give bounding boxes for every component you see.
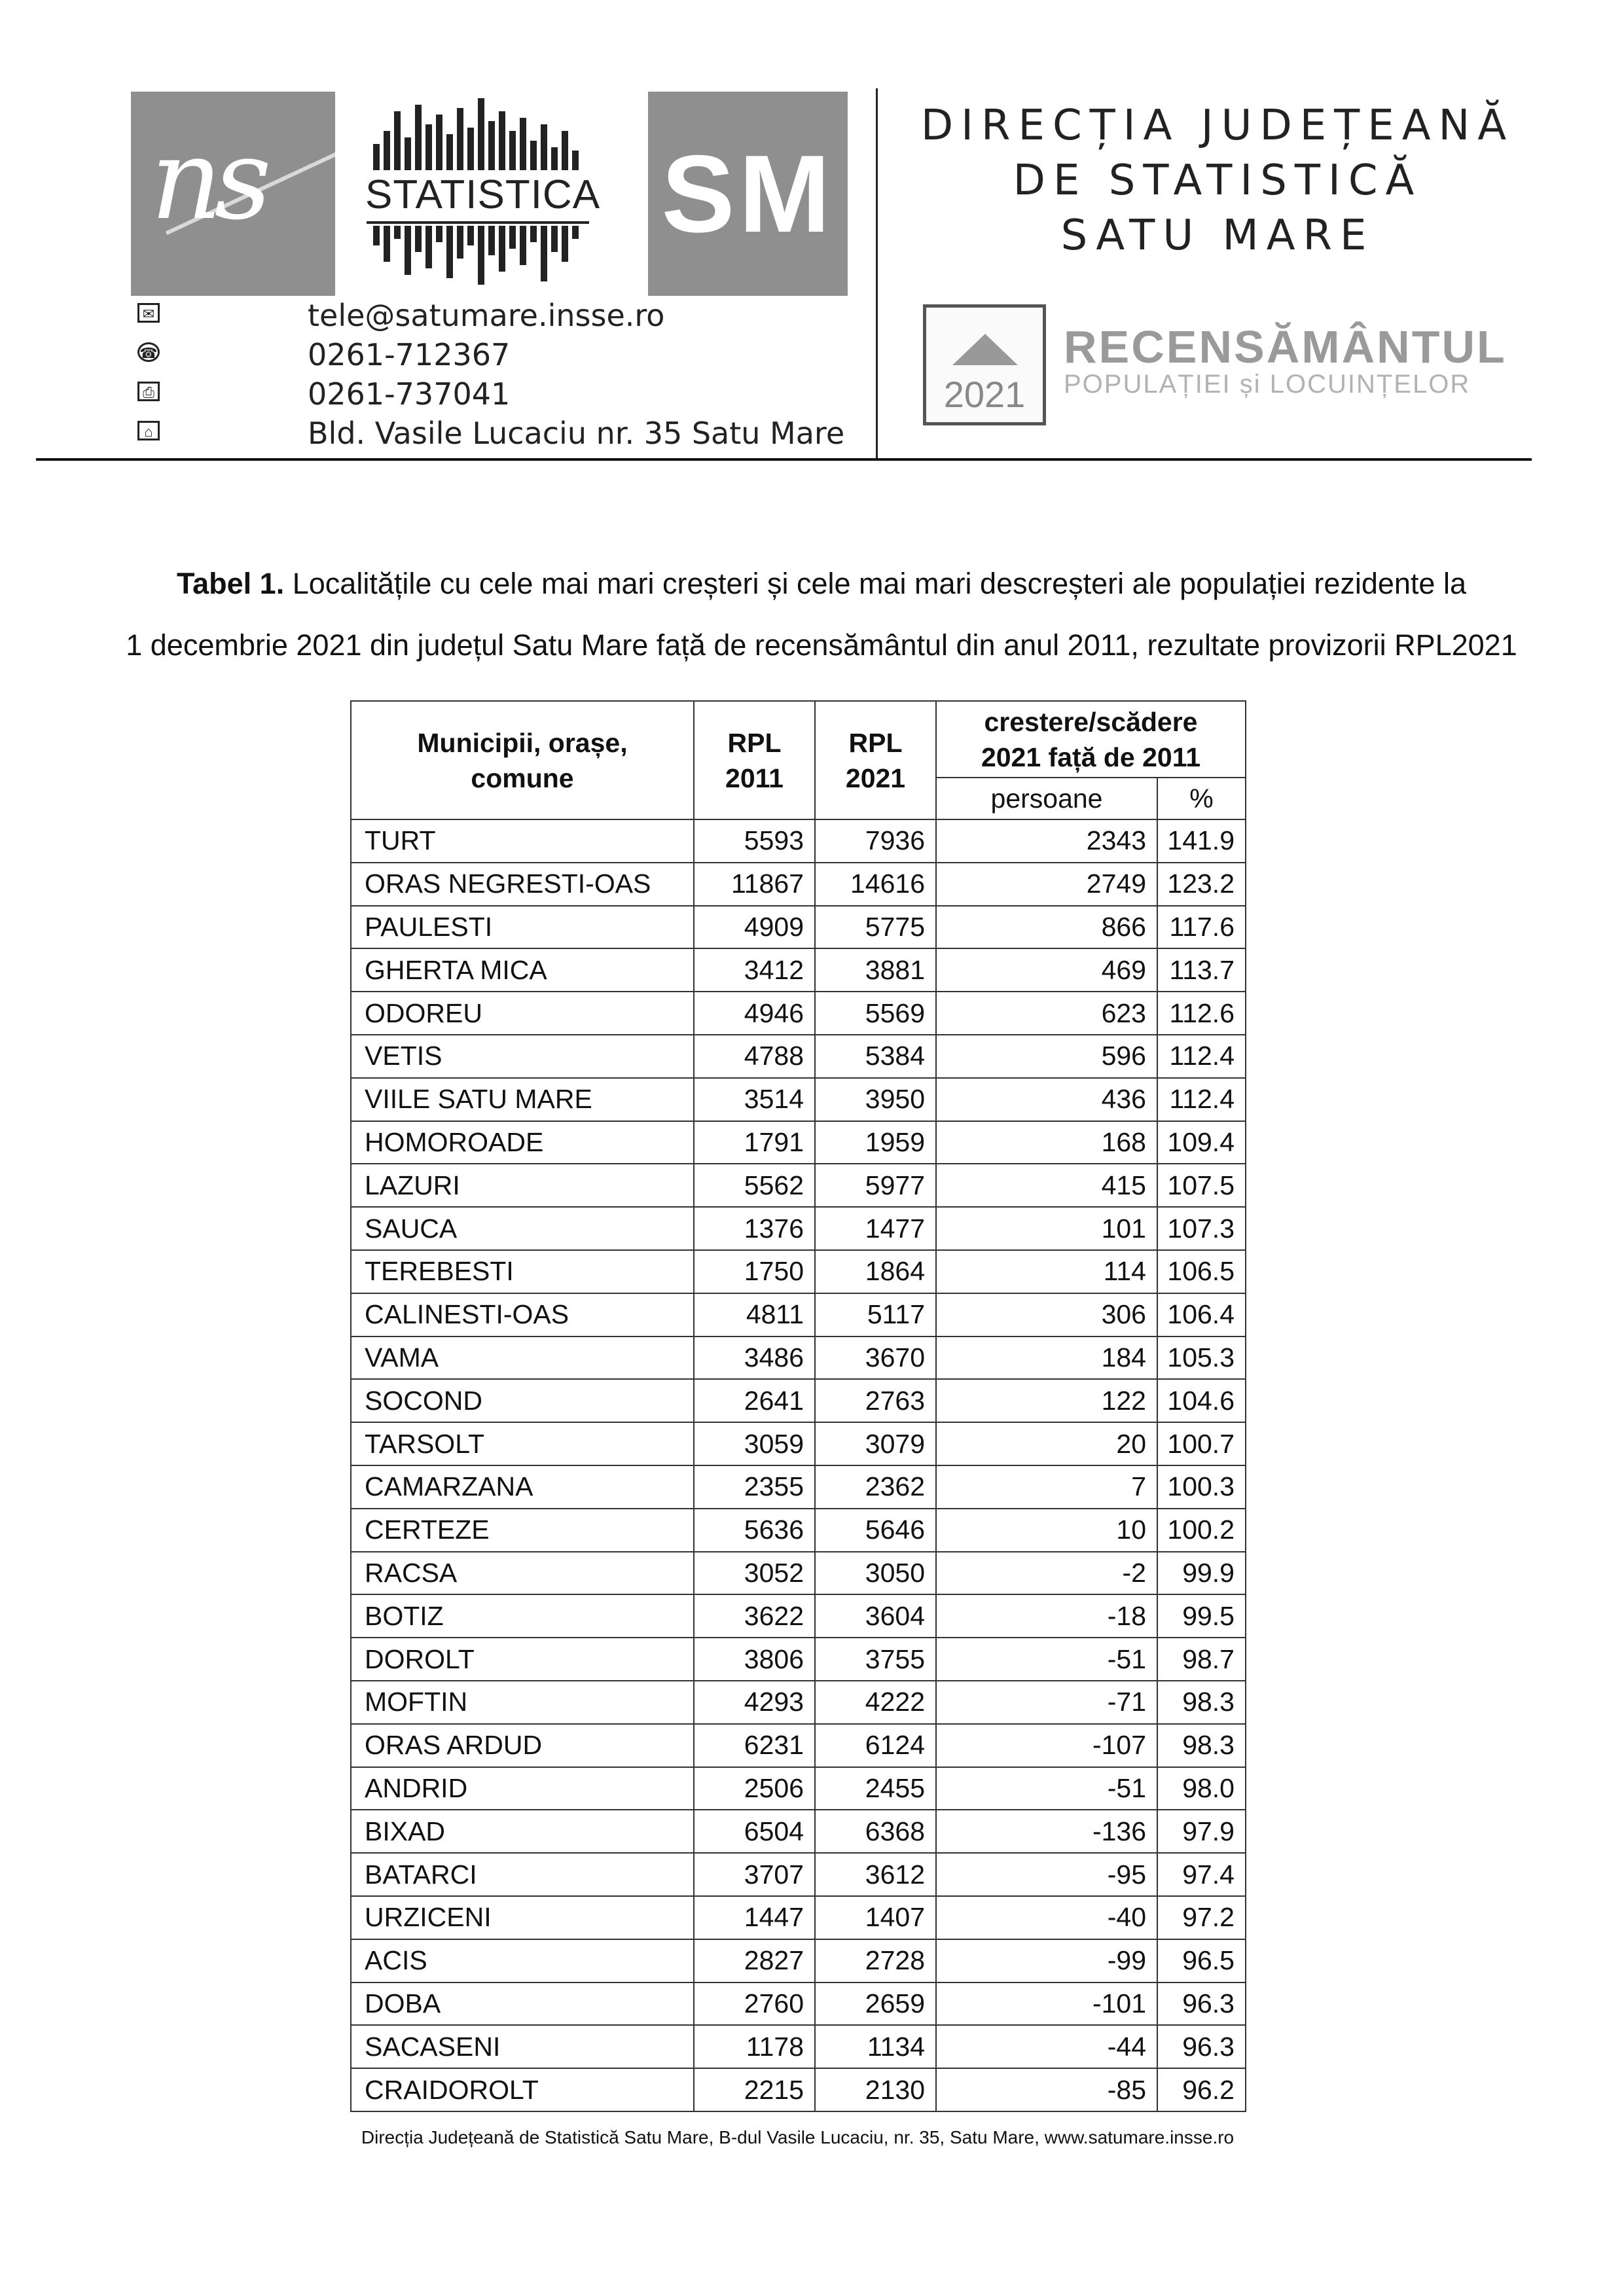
cell-percent: 106.4 [1157, 1293, 1246, 1336]
cell-percent: 98.3 [1157, 1681, 1246, 1724]
cell-rpl2011: 3514 [694, 1078, 815, 1121]
table-row [351, 1896, 1246, 1939]
cell-rpl2021: 5977 [815, 1164, 936, 1207]
cell-percent: 97.9 [1157, 1810, 1246, 1853]
cell-percent: 100.3 [1157, 1465, 1246, 1509]
cell-name: LAZURI [351, 1164, 694, 1207]
table-row [351, 1121, 1246, 1164]
contact-address-text: Bld. Vasile Lucaciu nr. 35 Satu Mare [308, 416, 845, 451]
cell-name: HOMOROADE [351, 1121, 694, 1164]
cell-rpl2021: 5569 [815, 992, 936, 1035]
cell-persons: -101 [936, 1982, 1157, 2026]
cell-percent: 105.3 [1157, 1336, 1246, 1380]
cell-percent: 107.5 [1157, 1164, 1246, 1207]
cell-rpl2021: 1407 [815, 1896, 936, 1939]
cell-rpl2011: 3059 [694, 1422, 815, 1465]
cell-percent: 106.5 [1157, 1250, 1246, 1293]
ins-logo-text: ns [151, 115, 264, 245]
cell-name: TARSOLT [351, 1422, 694, 1465]
cell-percent: 98.3 [1157, 1724, 1246, 1767]
cell-name: CAMARZANA [351, 1465, 694, 1509]
cell-name: RACSA [351, 1552, 694, 1595]
cell-rpl2011: 1447 [694, 1896, 815, 1939]
cell-name: ACIS [351, 1939, 694, 1982]
census-subtitle: POPULAȚIEI și LOCUINȚELOR [1064, 370, 1471, 399]
table-caption [105, 553, 1538, 676]
cell-persons: 101 [936, 1207, 1157, 1250]
cell-rpl2011: 5593 [694, 819, 815, 863]
cell-rpl2021: 3670 [815, 1336, 936, 1380]
contact-phone-text: 0261-712367 [308, 337, 511, 372]
cell-rpl2011: 1791 [694, 1121, 815, 1164]
table-row [351, 1853, 1246, 1896]
cell-name: VAMA [351, 1336, 694, 1380]
contact-address [131, 416, 864, 455]
cell-rpl2021: 1477 [815, 1207, 936, 1250]
table-row [351, 1250, 1246, 1293]
cell-rpl2021: 3755 [815, 1638, 936, 1681]
cell-persons: 2343 [936, 819, 1157, 863]
cell-rpl2011: 3486 [694, 1336, 815, 1380]
cell-rpl2011: 2760 [694, 1982, 815, 2026]
cell-rpl2021: 1134 [815, 2025, 936, 2068]
cell-persons: 866 [936, 906, 1157, 949]
table-row [351, 1336, 1246, 1380]
cell-persons: 436 [936, 1078, 1157, 1121]
table-row [351, 1035, 1246, 1078]
table-row [351, 1939, 1246, 1982]
cell-persons: -44 [936, 2025, 1157, 2068]
table-row [351, 1207, 1246, 1250]
cell-name: CALINESTI-OAS [351, 1293, 694, 1336]
cell-rpl2011: 2641 [694, 1379, 815, 1422]
cell-name: DOBA [351, 1982, 694, 2026]
email-icon: ✉ [137, 303, 160, 323]
cell-rpl2021: 3612 [815, 1853, 936, 1896]
cell-name: ORAS NEGRESTI-OAS [351, 863, 694, 906]
cell-persons: -51 [936, 1767, 1157, 1810]
caption-text-1: Localitățile cu cele mai mari creșteri și cele mai mari descreșteri ale populației rezidente la [292, 567, 1466, 600]
cell-persons: -136 [936, 1810, 1157, 1853]
sm-logo-text: SM [661, 132, 835, 255]
cell-rpl2021: 5117 [815, 1293, 936, 1336]
cell-name: BIXAD [351, 1810, 694, 1853]
cell-percent: 104.6 [1157, 1379, 1246, 1422]
cell-persons: -51 [936, 1638, 1157, 1681]
cell-persons: 306 [936, 1293, 1157, 1336]
cell-persons: -40 [936, 1896, 1157, 1939]
cell-percent: 112.4 [1157, 1035, 1246, 1078]
table-row [351, 1681, 1246, 1724]
table-row [351, 2068, 1246, 2111]
cell-percent: 98.0 [1157, 1767, 1246, 1810]
cell-persons: 469 [936, 948, 1157, 992]
cell-percent: 98.7 [1157, 1638, 1246, 1681]
cell-persons: 415 [936, 1164, 1157, 1207]
table-row [351, 948, 1246, 992]
cell-percent: 107.3 [1157, 1207, 1246, 1250]
cell-name: GHERTA MICA [351, 948, 694, 992]
census-logo [923, 304, 1046, 425]
cell-rpl2011: 5562 [694, 1164, 815, 1207]
census-logo-year: 2021 [943, 374, 1026, 415]
cell-rpl2021: 2455 [815, 1767, 936, 1810]
table-row [351, 1465, 1246, 1509]
cell-percent: 113.7 [1157, 948, 1246, 992]
cell-name: SAUCA [351, 1207, 694, 1250]
cell-rpl2021: 2362 [815, 1465, 936, 1509]
cell-percent: 109.4 [1157, 1121, 1246, 1164]
cell-rpl2021: 2130 [815, 2068, 936, 2111]
cell-rpl2021: 2763 [815, 1379, 936, 1422]
cell-rpl2021: 5384 [815, 1035, 936, 1078]
contact-fax-text: 0261-737041 [308, 376, 511, 412]
cell-percent: 117.6 [1157, 906, 1246, 949]
cell-rpl2011: 2355 [694, 1465, 815, 1509]
cell-rpl2021: 1959 [815, 1121, 936, 1164]
cell-rpl2011: 4909 [694, 906, 815, 949]
cell-percent: 99.5 [1157, 1594, 1246, 1638]
building-icon: ⌂ [137, 421, 160, 440]
table-row [351, 1552, 1246, 1595]
header-rpl2021: RPL 2021 [815, 701, 936, 819]
cell-rpl2011: 4788 [694, 1035, 815, 1078]
cell-rpl2021: 4222 [815, 1681, 936, 1724]
cell-rpl2021: 5646 [815, 1509, 936, 1552]
cell-persons: 10 [936, 1509, 1157, 1552]
table-row [351, 1594, 1246, 1638]
table-row [351, 863, 1246, 906]
cell-rpl2021: 6368 [815, 1810, 936, 1853]
cell-name: ANDRID [351, 1767, 694, 1810]
cell-name: SACASENI [351, 2025, 694, 2068]
table-row [351, 2025, 1246, 2068]
cell-rpl2011: 3412 [694, 948, 815, 992]
cell-name: URZICENI [351, 1896, 694, 1939]
cell-persons: 623 [936, 992, 1157, 1035]
table-row [351, 1078, 1246, 1121]
contact-email [131, 298, 864, 337]
cell-rpl2021: 3604 [815, 1594, 936, 1638]
table-row [351, 992, 1246, 1035]
cell-rpl2011: 6504 [694, 1810, 815, 1853]
cell-rpl2021: 7936 [815, 819, 936, 863]
cell-persons: -2 [936, 1552, 1157, 1595]
cell-persons: -107 [936, 1724, 1157, 1767]
statistica-logo [360, 92, 622, 296]
cell-rpl2021: 3881 [815, 948, 936, 992]
table-row [351, 1164, 1246, 1207]
table-row [351, 906, 1246, 949]
cell-percent: 96.5 [1157, 1939, 1246, 1982]
cell-persons: 168 [936, 1121, 1157, 1164]
cell-percent: 96.3 [1157, 1982, 1246, 2026]
cell-rpl2021: 3050 [815, 1552, 936, 1595]
contact-fax [131, 376, 864, 416]
cell-rpl2021: 1864 [815, 1250, 936, 1293]
cell-name: ODOREU [351, 992, 694, 1035]
cell-rpl2011: 2215 [694, 2068, 815, 2111]
cell-name: MOFTIN [351, 1681, 694, 1724]
cell-rpl2011: 3052 [694, 1552, 815, 1595]
cell-name: TURT [351, 819, 694, 863]
cell-name: CRAIDOROLT [351, 2068, 694, 2111]
caption-line-2: 1 decembrie 2021 din județul Satu Mare față de recensământul din anul 2011, rezultate provizorii RPL2021 [126, 628, 1517, 662]
header-change: crestere/scădere 2021 față de 2011 [936, 701, 1246, 778]
contact-email-text[interactable]: tele@satumare.insse.ro [308, 298, 665, 333]
table-body [351, 819, 1246, 2111]
ins-logo [131, 92, 335, 296]
cell-percent: 97.2 [1157, 1896, 1246, 1939]
cell-persons: -18 [936, 1594, 1157, 1638]
cell-rpl2011: 3707 [694, 1853, 815, 1896]
cell-rpl2011: 2827 [694, 1939, 815, 1982]
header-name: Municipii, orașe, comune [351, 701, 694, 819]
table-row [351, 1767, 1246, 1810]
contact-phone [131, 337, 864, 376]
cell-percent: 99.9 [1157, 1552, 1246, 1595]
table-row [351, 1509, 1246, 1552]
cell-rpl2011: 11867 [694, 863, 815, 906]
cell-rpl2011: 5636 [694, 1509, 815, 1552]
header-persons: persoane [936, 778, 1157, 819]
cell-rpl2021: 3079 [815, 1422, 936, 1465]
fax-icon: ⎙ [137, 382, 160, 401]
footer-note: Direcția Județeană de Statistică Satu Mare, B-dul Vasile Lucaciu, nr. 35, Satu Mare, www.satumare.insse.ro [361, 2127, 1235, 2147]
cell-persons: 7 [936, 1465, 1157, 1509]
page-title [890, 98, 1545, 263]
table-row [351, 1422, 1246, 1465]
cell-rpl2011: 2506 [694, 1767, 815, 1810]
cell-rpl2021: 3950 [815, 1078, 936, 1121]
cell-percent: 96.3 [1157, 2025, 1246, 2068]
header-rule [36, 458, 1532, 461]
cell-name: BOTIZ [351, 1594, 694, 1638]
cell-rpl2011: 6231 [694, 1724, 815, 1767]
cell-name: BATARCI [351, 1853, 694, 1896]
population-table [350, 700, 1246, 2112]
cell-percent: 123.2 [1157, 863, 1246, 906]
phone-icon: ☎ [137, 342, 160, 362]
cell-rpl2011: 4811 [694, 1293, 815, 1336]
cell-percent: 112.4 [1157, 1078, 1246, 1121]
cell-persons: -85 [936, 2068, 1157, 2111]
cell-persons: -71 [936, 1681, 1157, 1724]
cell-persons: 596 [936, 1035, 1157, 1078]
cell-name: PAULESTI [351, 906, 694, 949]
cell-rpl2011: 1178 [694, 2025, 815, 2068]
cell-rpl2021: 6124 [815, 1724, 936, 1767]
cell-persons: -99 [936, 1939, 1157, 1982]
cell-name: SOCOND [351, 1379, 694, 1422]
cell-percent: 112.6 [1157, 992, 1246, 1035]
header-rpl2011: RPL 2011 [694, 701, 815, 819]
cell-rpl2021: 14616 [815, 863, 936, 906]
cell-rpl2011: 1376 [694, 1207, 815, 1250]
sm-logo [648, 92, 848, 296]
title-line-3: SATU MARE [1060, 211, 1375, 260]
cell-name: ORAS ARDUD [351, 1724, 694, 1767]
table-row [351, 1293, 1246, 1336]
caption-label: Tabel 1. [176, 567, 285, 600]
cell-persons: -95 [936, 1853, 1157, 1896]
cell-name: CERTEZE [351, 1509, 694, 1552]
table-row [351, 1724, 1246, 1767]
header-divider [876, 88, 878, 458]
cell-name: TEREBESTI [351, 1250, 694, 1293]
cell-percent: 96.2 [1157, 2068, 1246, 2111]
table-row [351, 1638, 1246, 1681]
cell-rpl2011: 3806 [694, 1638, 815, 1681]
cell-rpl2011: 3622 [694, 1594, 815, 1638]
cell-persons: 2749 [936, 863, 1157, 906]
cell-percent: 141.9 [1157, 819, 1246, 863]
title-line-2: DE STATISTICĂ [1013, 156, 1422, 205]
cell-name: VETIS [351, 1035, 694, 1078]
statistica-logo-text: STATISTICA [365, 172, 601, 217]
cell-rpl2011: 1750 [694, 1250, 815, 1293]
cell-rpl2011: 4946 [694, 992, 815, 1035]
caption-line-1 [105, 553, 1538, 615]
cell-percent: 97.4 [1157, 1853, 1246, 1896]
cell-persons: 122 [936, 1379, 1157, 1422]
cell-percent: 100.7 [1157, 1422, 1246, 1465]
cell-persons: 184 [936, 1336, 1157, 1380]
census-title: RECENSĂMÂNTUL [1064, 321, 1507, 372]
table-row [351, 1810, 1246, 1853]
table-row [351, 1379, 1246, 1422]
table-row [351, 1982, 1246, 2026]
header-percent: % [1157, 778, 1246, 819]
house-roof-icon [952, 334, 1018, 365]
title-line-1: DIRECȚIA JUDEȚEANĂ [920, 101, 1515, 150]
cell-rpl2011: 4293 [694, 1681, 815, 1724]
cell-rpl2021: 5775 [815, 906, 936, 949]
table-row [351, 819, 1246, 863]
cell-name: VIILE SATU MARE [351, 1078, 694, 1121]
cell-name: DOROLT [351, 1638, 694, 1681]
cell-persons: 114 [936, 1250, 1157, 1293]
cell-rpl2021: 2659 [815, 1982, 936, 2026]
cell-persons: 20 [936, 1422, 1157, 1465]
cell-percent: 100.2 [1157, 1509, 1246, 1552]
cell-rpl2021: 2728 [815, 1939, 936, 1982]
